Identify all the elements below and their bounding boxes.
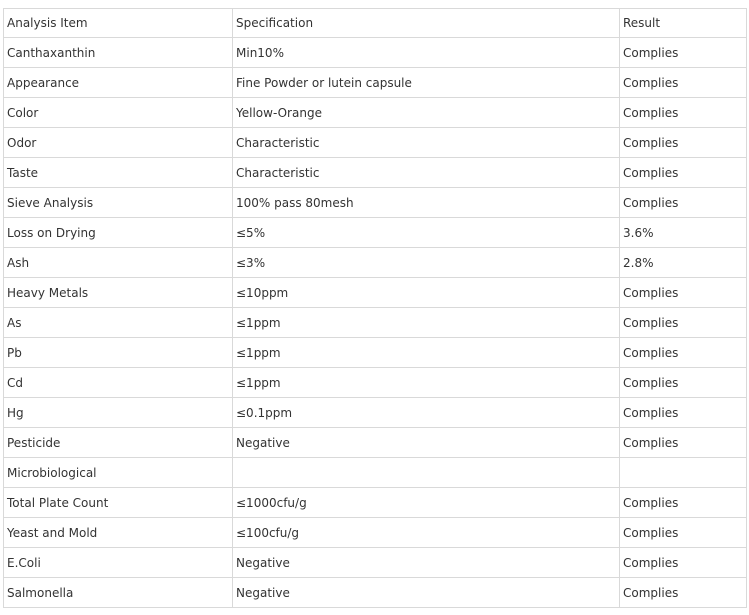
analysis-item-cell: Heavy Metals bbox=[4, 278, 233, 308]
analysis-item-cell: Pb bbox=[4, 338, 233, 368]
analysis-item-cell: Hg bbox=[4, 398, 233, 428]
table-row bbox=[4, 338, 747, 368]
header-result: Result bbox=[620, 9, 747, 38]
spec-table-container bbox=[3, 8, 747, 608]
specification-cell: Characteristic bbox=[233, 158, 620, 188]
specification-cell bbox=[233, 458, 620, 488]
specification-cell: ≤1000cfu/g bbox=[233, 488, 620, 518]
result-cell: 3.6% bbox=[620, 218, 747, 248]
analysis-item-cell: As bbox=[4, 308, 233, 338]
analysis-item-cell: Cd bbox=[4, 368, 233, 398]
analysis-item-cell: Salmonella bbox=[4, 578, 233, 608]
result-cell: Complies bbox=[620, 188, 747, 218]
specification-cell: ≤10ppm bbox=[233, 278, 620, 308]
specification-cell: Yellow-Orange bbox=[233, 98, 620, 128]
table-body bbox=[4, 9, 747, 608]
table-row bbox=[4, 458, 747, 488]
result-cell: Complies bbox=[620, 278, 747, 308]
analysis-item-cell: Total Plate Count bbox=[4, 488, 233, 518]
header-analysis-item: Analysis Item bbox=[4, 9, 233, 38]
specification-cell: ≤100cfu/g bbox=[233, 518, 620, 548]
specification-cell: Fine Powder or lutein capsule bbox=[233, 68, 620, 98]
result-cell: Complies bbox=[620, 548, 747, 578]
specification-cell: ≤1ppm bbox=[233, 368, 620, 398]
specification-cell: ≤1ppm bbox=[233, 308, 620, 338]
result-cell: Complies bbox=[620, 128, 747, 158]
result-cell: Complies bbox=[620, 518, 747, 548]
table-row bbox=[4, 38, 747, 68]
table-row bbox=[4, 128, 747, 158]
table-row bbox=[4, 278, 747, 308]
specification-cell: ≤5% bbox=[233, 218, 620, 248]
specification-cell: 100% pass 80mesh bbox=[233, 188, 620, 218]
table-row bbox=[4, 398, 747, 428]
specification-cell: ≤1ppm bbox=[233, 338, 620, 368]
analysis-item-cell: E.Coli bbox=[4, 548, 233, 578]
table-row bbox=[4, 248, 747, 278]
table-row bbox=[4, 368, 747, 398]
analysis-item-cell: Appearance bbox=[4, 68, 233, 98]
result-cell: Complies bbox=[620, 578, 747, 608]
analysis-item-cell: Odor bbox=[4, 128, 233, 158]
result-cell: Complies bbox=[620, 98, 747, 128]
result-cell: Complies bbox=[620, 68, 747, 98]
table-row bbox=[4, 548, 747, 578]
result-cell: Complies bbox=[620, 368, 747, 398]
specification-cell: Negative bbox=[233, 548, 620, 578]
analysis-item-cell: Canthaxanthin bbox=[4, 38, 233, 68]
result-cell: 2.8% bbox=[620, 248, 747, 278]
result-cell: Complies bbox=[620, 38, 747, 68]
analysis-item-cell: Taste bbox=[4, 158, 233, 188]
analysis-item-cell: Pesticide bbox=[4, 428, 233, 458]
table-row bbox=[4, 518, 747, 548]
table-row bbox=[4, 488, 747, 518]
analysis-spec-table bbox=[3, 8, 747, 608]
table-row bbox=[4, 68, 747, 98]
table-row bbox=[4, 308, 747, 338]
result-cell: Complies bbox=[620, 428, 747, 458]
analysis-item-cell: Color bbox=[4, 98, 233, 128]
analysis-item-cell: Ash bbox=[4, 248, 233, 278]
table-row bbox=[4, 578, 747, 608]
table-row bbox=[4, 158, 747, 188]
specification-cell: Negative bbox=[233, 428, 620, 458]
result-cell: Complies bbox=[620, 488, 747, 518]
result-cell: Complies bbox=[620, 158, 747, 188]
header-specification: Specification bbox=[233, 9, 620, 38]
analysis-item-cell: Loss on Drying bbox=[4, 218, 233, 248]
table-header-row bbox=[4, 9, 747, 38]
result-cell: Complies bbox=[620, 308, 747, 338]
table-row bbox=[4, 98, 747, 128]
specification-cell: Min10% bbox=[233, 38, 620, 68]
analysis-item-cell: Sieve Analysis bbox=[4, 188, 233, 218]
specification-cell: Negative bbox=[233, 578, 620, 608]
table-row bbox=[4, 188, 747, 218]
specification-cell: ≤3% bbox=[233, 248, 620, 278]
result-cell: Complies bbox=[620, 398, 747, 428]
result-cell: Complies bbox=[620, 338, 747, 368]
specification-cell: ≤0.1ppm bbox=[233, 398, 620, 428]
table-row bbox=[4, 218, 747, 248]
specification-cell: Characteristic bbox=[233, 128, 620, 158]
analysis-item-cell: Yeast and Mold bbox=[4, 518, 233, 548]
table-row bbox=[4, 428, 747, 458]
analysis-item-cell: Microbiological bbox=[4, 458, 233, 488]
result-cell bbox=[620, 458, 747, 488]
